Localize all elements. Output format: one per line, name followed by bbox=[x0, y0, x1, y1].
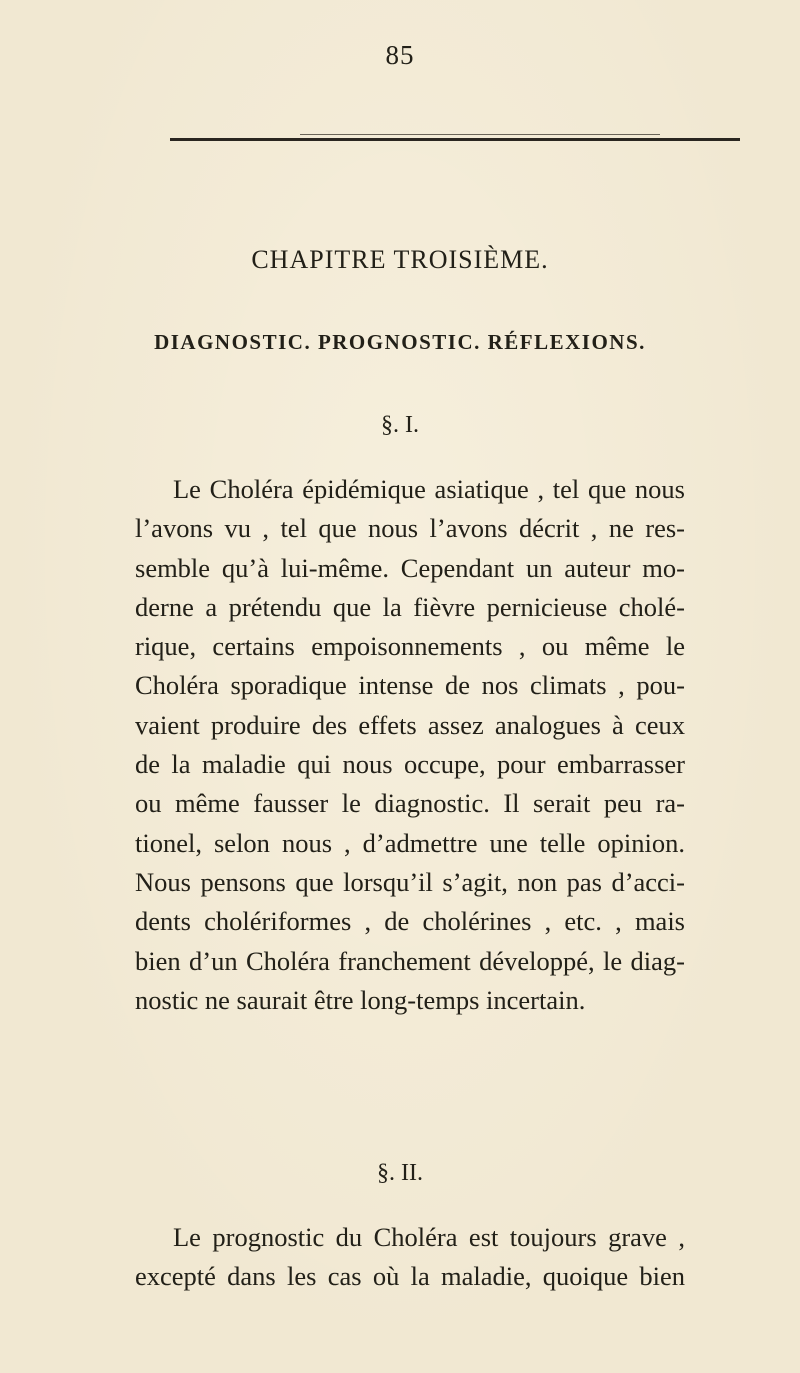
text-line: Le Choléra épidémique asiatique , tel que nous bbox=[173, 474, 685, 504]
text-line: vaient produire des effets assez analogues à ceux bbox=[135, 709, 685, 740]
text-line: Le prognostic du Choléra est toujours grave , bbox=[173, 1222, 685, 1252]
section-mark-2: §. II. bbox=[377, 1160, 423, 1186]
text-line: excepté dans les cas où la maladie, quoique bien bbox=[135, 1261, 685, 1292]
text-line: ou même fausser le diagnostic. Il serait peu ra- bbox=[135, 788, 685, 819]
page-number: 85 bbox=[385, 40, 415, 70]
chapter-title: CHAPITRE TROISIÈME. bbox=[251, 245, 549, 274]
text-line: Choléra sporadique intense de nos climats , pou- bbox=[135, 670, 685, 701]
text-line: de la maladie qui nous occupe, pour embarrasser bbox=[135, 749, 685, 780]
text-line: derne a prétendu que la fièvre pernicieuse cholé- bbox=[135, 591, 685, 622]
header-rule-thin bbox=[300, 134, 660, 135]
paragraph-section-2 bbox=[135, 1218, 685, 1297]
chapter-subtitle: DIAGNOSTIC. PROGNOSTIC. RÉFLEXIONS. bbox=[154, 330, 646, 354]
section-mark-1: §. I. bbox=[381, 412, 419, 438]
text-line: dents cholériformes , de cholérines , etc. , mais bbox=[135, 906, 685, 937]
text-line: semble qu’à lui-même. Cependant un auteur mo- bbox=[135, 552, 685, 583]
text-line: Nous pensons que lorsqu’il s’agit, non pas d’acci- bbox=[135, 866, 685, 897]
text-line: rique, certains empoisonnements , ou même le bbox=[135, 631, 685, 662]
paragraph-section-1 bbox=[135, 470, 685, 1020]
text-line: nostic ne saurait être long-temps incertain. bbox=[135, 984, 586, 1015]
text-line: bien d’un Choléra franchement développé, le diag- bbox=[135, 945, 685, 976]
text-line: l’avons vu , tel que nous l’avons décrit , ne res- bbox=[135, 513, 685, 544]
text-line: tionel, selon nous , d’admettre une telle opinion. bbox=[135, 827, 685, 858]
header-rule bbox=[170, 138, 740, 141]
